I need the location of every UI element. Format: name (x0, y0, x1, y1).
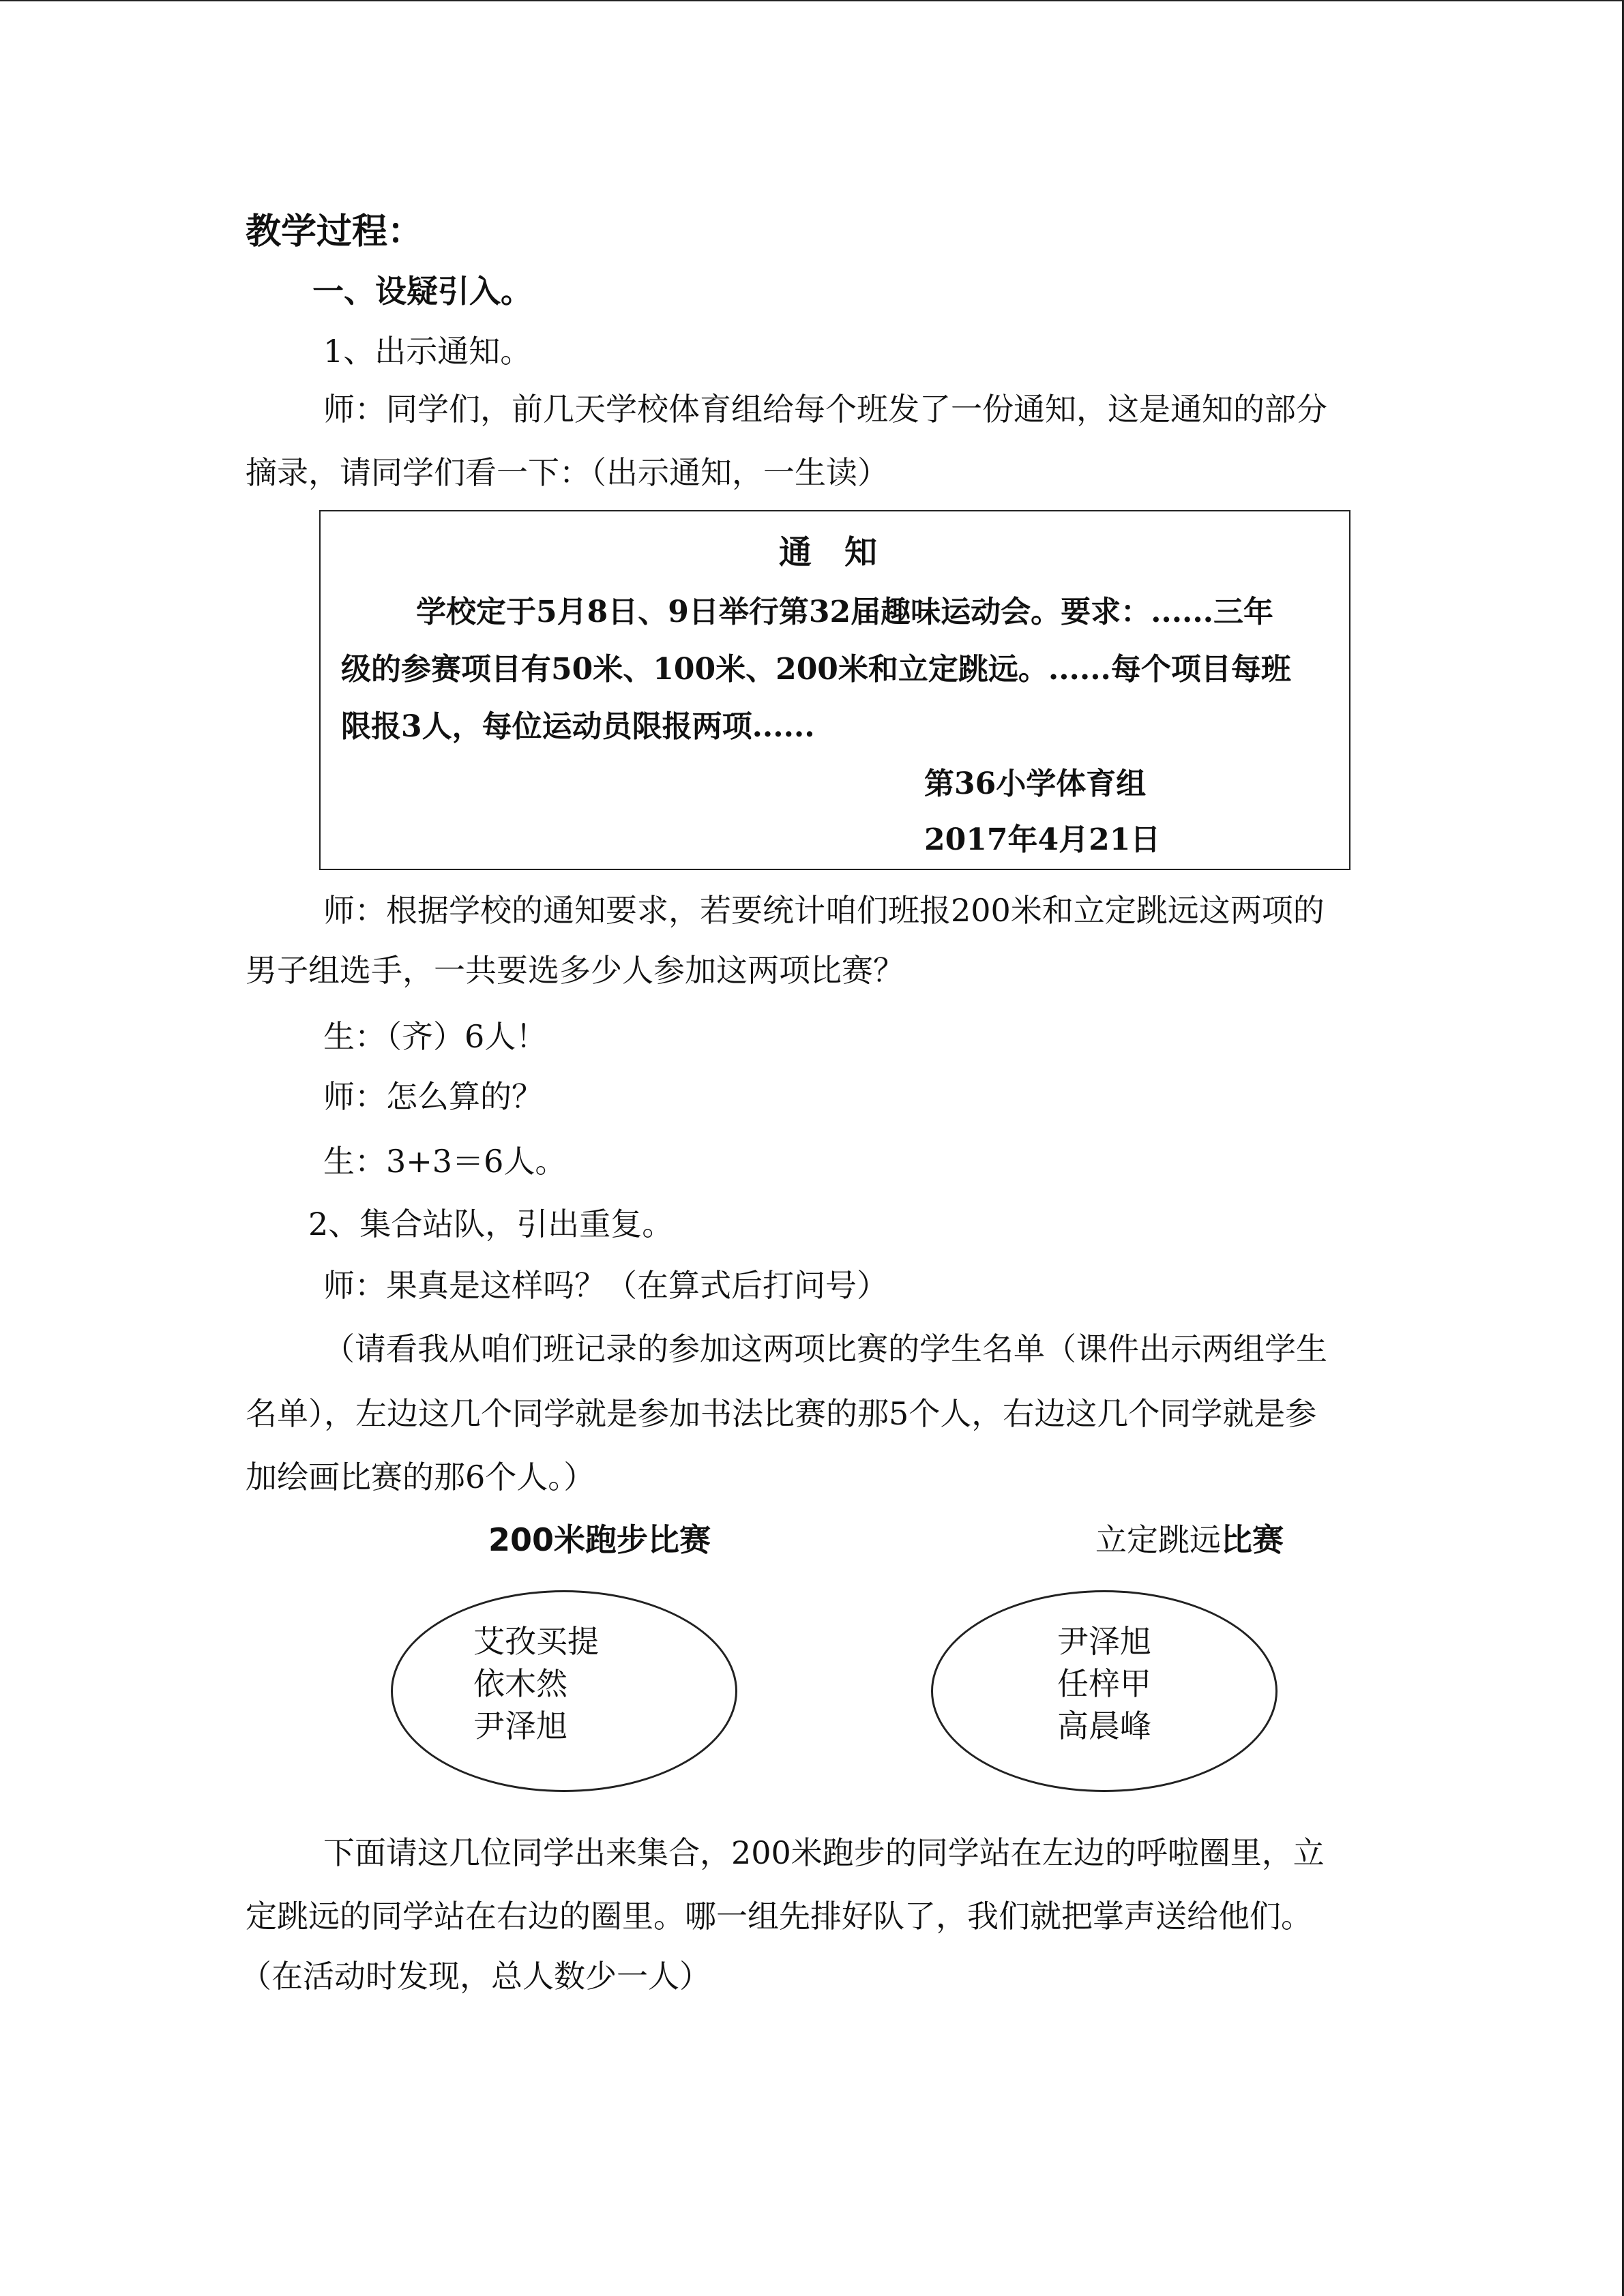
right-diagram-title (1095, 1519, 1284, 1560)
list-item: 依木然 (473, 1665, 567, 1702)
right-names-list (1057, 1620, 1151, 1747)
dialog-line: 师：怎么算的？ (323, 1078, 543, 1115)
right-diagram-title-bold: 比赛 (1221, 1521, 1284, 1558)
step-2: 2、集合站队，引出重复。 (308, 1206, 674, 1242)
list-item: 高晨峰 (1057, 1708, 1151, 1744)
paragraph-line: 摘录，请同学们看一下：（出示通知，一生读） (246, 454, 889, 491)
notice-line: 限报3人，每位运动员限报两项...... (341, 709, 815, 744)
notice-date: 2017年4月21日 (924, 822, 1161, 857)
notice-box (319, 510, 1350, 870)
paragraph-line: 定跳远的同学站在右边的圈里。哪一组先排好队了，我们就把掌声送给他们。 (246, 1898, 1312, 1935)
paragraph-line: 名单），左边这几个同学就是参加书法比赛的那5个人，右边这几个同学就是参 (246, 1395, 1317, 1432)
paragraph-line: 师：根据学校的通知要求，若要统计咱们班报200米和立定跳远这两项的 (323, 892, 1325, 929)
paragraph-line: （请看我从咱们班记录的参加这两项比赛的学生名单（课件出示两组学生 (323, 1330, 1327, 1367)
dialog-line: 生：3+3＝6人。 (323, 1143, 567, 1180)
paragraph-line: 男子组选手，一共要选多少人参加这两项比赛？ (246, 952, 904, 989)
step-1: 1、出示通知。 (323, 333, 532, 370)
paragraph-line: 师：果真是这样吗？（在算式后打问号） (323, 1267, 888, 1304)
page-top-border (0, 0, 1624, 1)
list-item: 尹泽旭 (1057, 1623, 1151, 1660)
dialog-line: 生：（齐）6人！ (323, 1018, 548, 1055)
list-item: 尹泽旭 (473, 1708, 567, 1744)
right-diagram-title-plain: 立定跳远 (1095, 1521, 1221, 1558)
notice-line: 级的参赛项目有50米、100米、200米和立定跳远。......每个项目每班 (341, 652, 1291, 687)
notice-title: 通 知 (779, 533, 878, 571)
notice-signature: 第36小学体育组 (924, 766, 1147, 801)
page-heading: 教学过程： (246, 211, 424, 252)
paragraph-line: （在活动时发现，总人数少一人） (240, 1958, 711, 1995)
paragraph-line: 下面请这几位同学出来集合，200米跑步的同学站在左边的呼啦圈里，立 (323, 1834, 1325, 1871)
paragraph-line: 加绘画比赛的那6个人。） (246, 1459, 595, 1495)
notice-line: 学校定于5月8日、9日举行第32届趣味运动会。要求：......三年 (416, 595, 1273, 629)
list-item: 艾孜买提 (473, 1623, 599, 1660)
left-names-list (473, 1620, 599, 1747)
left-diagram-title: 200米跑步比赛 (488, 1521, 711, 1558)
section-heading: 一、设疑引入。 (312, 273, 532, 310)
list-item: 任梓甲 (1057, 1665, 1151, 1702)
paragraph-line: 师：同学们，前几天学校体育组给每个班发了一份通知，这是通知的部分 (323, 391, 1327, 428)
